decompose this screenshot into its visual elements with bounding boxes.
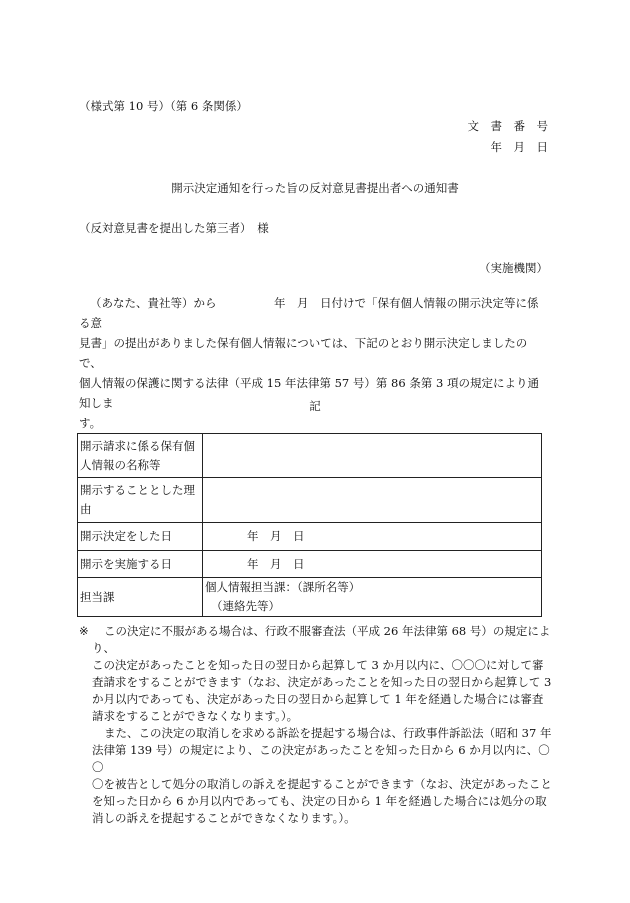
body-line: （あなた、貴社等）から 年 月 日付けで「保有個人情報の開示決定等に係る意 — [79, 296, 539, 330]
note-block — [92, 623, 552, 827]
table-label-cell — [78, 434, 203, 478]
note-line: 請求をすることができなくなります。）。 — [92, 709, 299, 723]
value-line: （連絡先等） — [211, 599, 280, 613]
note-line: 〇を被告として処分の取消しの訴えを提起することができます（なお、決定があったこと — [92, 777, 552, 791]
note-line: この決定があったことを知った日の翌日から起算して 3 か月以内に、〇〇〇に対して審 — [92, 658, 544, 672]
table-row — [78, 551, 542, 578]
table-row — [78, 478, 542, 523]
table-value-cell: 年 月 日 — [203, 523, 542, 551]
note-line: 査請求をすることができます（なお、決定があったことを知った日の翌日から起算して 3 — [92, 675, 552, 689]
form-header: （様式第 10 号）（第 6 条関係） — [79, 99, 248, 113]
body-line: 個人情報の保護に関する法律（平成 15 年法律第 57 号）第 86 条第 3 項の規定により通知しま — [79, 376, 539, 410]
document-date-label: 年 月 日 — [490, 140, 548, 154]
table-row — [78, 434, 542, 478]
table-row — [78, 523, 542, 551]
note-line: また、この決定の取消しを求める訴訟を提起する場合は、行政事件訴訟法（昭和 37 年 — [104, 726, 552, 740]
note-line: を知った日から 6 か月以内であっても、決定の日から 1 年を経過した場合には処分の取 — [92, 794, 547, 808]
note-line: か月以内であっても、決定があった日の翌日から起算して 1 年を経過した場合には審査 — [92, 692, 544, 706]
table-row — [78, 578, 542, 617]
info-table — [77, 433, 542, 617]
table-value-cell — [203, 478, 542, 523]
note-mark: ※ — [79, 624, 89, 638]
recipient: （反対意見書を提出した第三者） 様 — [79, 221, 269, 235]
table-label-cell: 開示を実施する日 — [78, 551, 203, 578]
body-line: 見書」の提出がありました保有個人情報については、下記のとおり開示決定しましたので、 — [79, 336, 528, 370]
label-line: 開示することとした理 — [80, 483, 195, 497]
table-label-cell: 開示決定をした日 — [78, 523, 203, 551]
table-value-cell: 年 月 日 — [203, 551, 542, 578]
ki-heading: 記 — [309, 399, 321, 413]
table-value-cell — [203, 578, 542, 617]
issuer: （実施機関） — [479, 261, 548, 275]
label-line: 人情報の名称等 — [80, 457, 161, 472]
value-line: 個人情報担当課：（課所名等） — [205, 580, 361, 594]
body-line: す。 — [79, 416, 102, 430]
document-number-label: 文 書 番 号 — [467, 119, 548, 133]
note-line: 消しの訴えを提起することができなくなります。）。 — [92, 811, 356, 825]
document-title: 開示決定通知を行った旨の反対意見書提出者への通知書 — [171, 181, 459, 195]
note-line: 法律第 139 号）の規定により、この決定があったことを知った日から 6 か月以内に、〇〇 — [92, 743, 550, 774]
label-line: 由 — [80, 502, 92, 516]
note-line: この決定に不服がある場合は、行政不服審査法（平成 26 年法律第 68 号）の規定により、 — [92, 624, 551, 655]
table-label-cell: 担当課 — [78, 578, 203, 617]
table-value-cell — [203, 434, 542, 478]
label-line: 開示請求に係る保有個 — [80, 438, 195, 453]
table-label-cell — [78, 478, 203, 523]
